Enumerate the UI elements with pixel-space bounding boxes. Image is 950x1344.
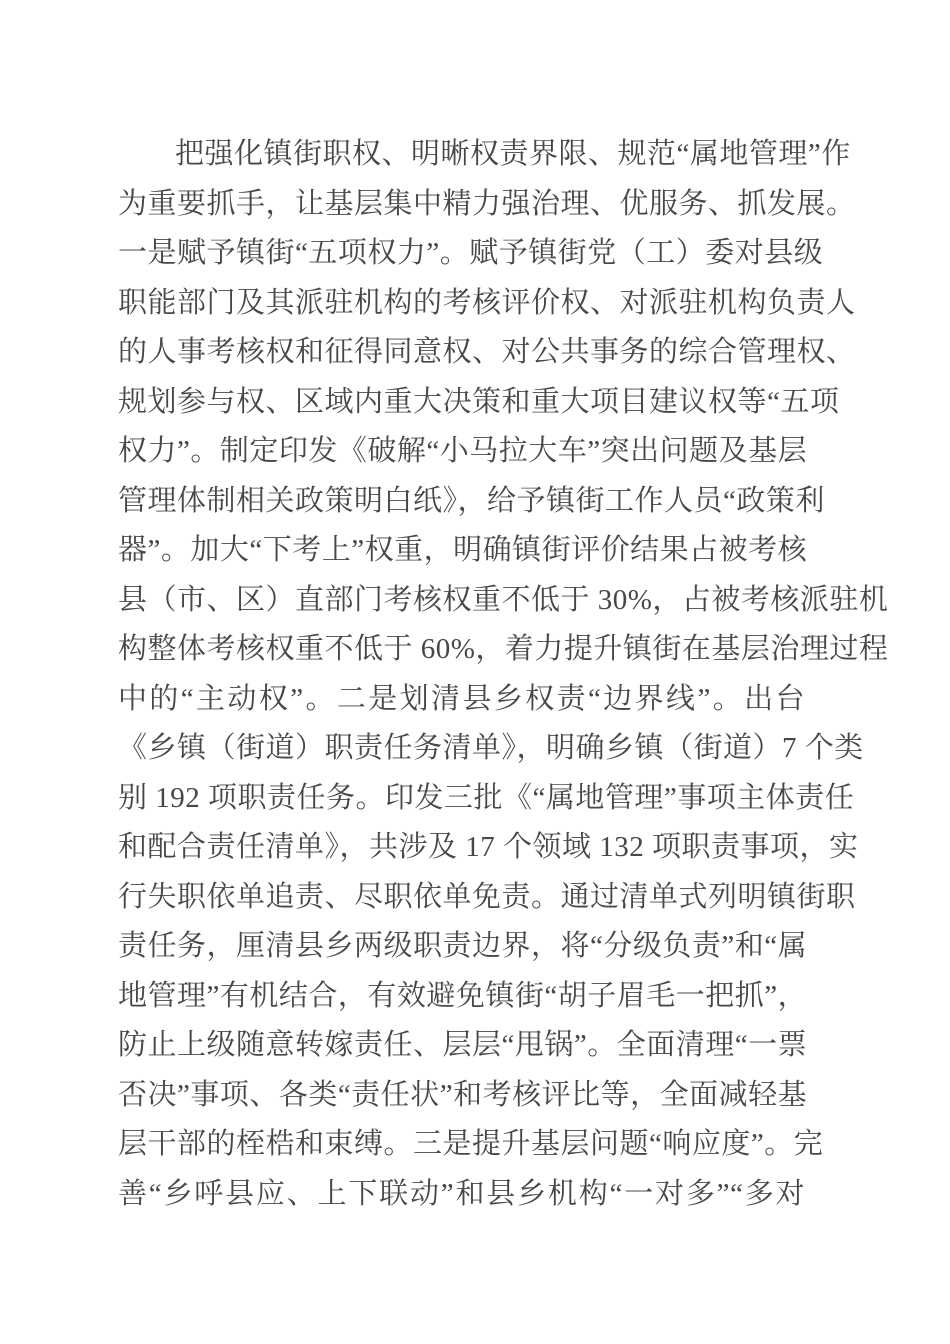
paragraph-line: 否决”事项、各类“责任状”和考核评比等，全面减轻基 (118, 1078, 808, 1111)
paragraph-line: 防止上级随意转嫁责任、层层“甩锅”。全面清理“一票 (118, 1029, 808, 1061)
paragraph-line: 构整体考核权重不低于 60%，着力提升镇街在基层治理过程 (118, 633, 889, 665)
paragraph-line: 别 192 项职责任务。印发三批《“属地管理”事项主体责任 (118, 781, 855, 814)
paragraph-line: 职能部门及其派驻机构的考核评价权、对派驻机构负责人 (118, 286, 856, 319)
paragraph-line: 规划参与权、区域内重大决策和重大项目建议权等“五项 (118, 385, 840, 418)
paragraph-line: 和配合责任清单》，共涉及 17 个领域 132 项职责事项，实 (118, 831, 859, 863)
paragraph-line: 管理体制相关政策明白纸》，给予镇街工作人员“政策利 (118, 484, 825, 517)
paragraph-line: 把强化镇街职权、明晰权责界限、规范“属地管理”作 (175, 138, 851, 170)
paragraph-line: 中的“主动权”。二是划清县乡权责“边界线”。出台 (118, 682, 805, 715)
paragraph-line: 为重要抓手，让基层集中精力强治理、优服务、抓发展。 (118, 187, 856, 220)
paragraph-line: 的人事考核权和征得同意权、对公共事务的综合管理权、 (118, 336, 856, 368)
body-paragraph (118, 130, 889, 1219)
paragraph-line: 善“乡呼县应、上下联动”和县乡机构“一对多”“多对 (118, 1177, 805, 1210)
paragraph-line: 一是赋予镇街“五项权力”。赋予镇街党（工）委对县级 (118, 237, 824, 269)
paragraph-line: 县（市、区）直部门考核权重不低于 30%，占被考核派驻机 (118, 583, 889, 616)
paragraph-line: 层干部的桎梏和束缚。三是提升基层问题“响应度”。完 (118, 1128, 824, 1160)
paragraph-line: 《乡镇（街道）职责任务清单》，明确乡镇（街道）7 个类 (118, 732, 864, 764)
paragraph-line: 责任务，厘清县乡两级职责边界，将“分级负责”和“属 (118, 930, 808, 962)
paragraph-line: 行失职依单追责、尽职依单免责。通过清单式列明镇街职 (118, 880, 856, 913)
paragraph-line: 权力”。制定印发《破解“小马拉大车”突出问题及基层 (118, 435, 808, 467)
paragraph-line: 地管理”有机结合，有效避免镇街“胡子眉毛一把抓”， (118, 979, 808, 1012)
paragraph-line: 器”。加大“下考上”权重，明确镇街评价结果占被考核 (118, 534, 808, 566)
